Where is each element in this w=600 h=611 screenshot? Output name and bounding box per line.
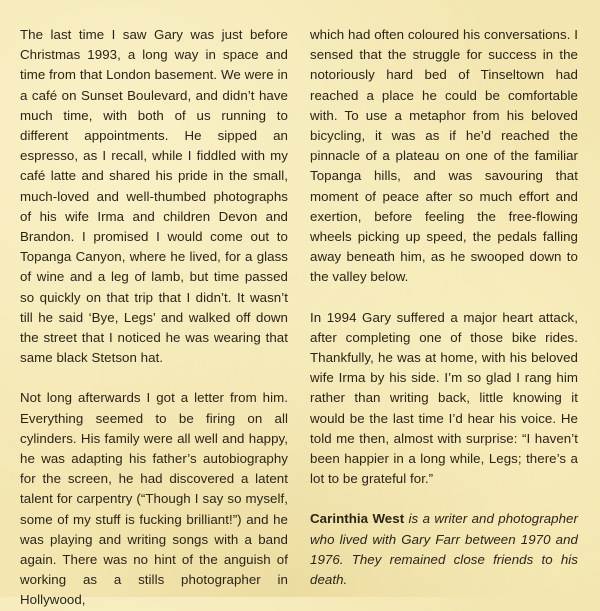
author-name: Carinthia West (310, 511, 405, 527)
paragraph-cafe-meeting: The last time I saw Gary was just before Christmas 1993, a long way in space and time from that London basement. We were in a café on Sunset Boulevard, and didn’t have much time, with both of us running to different appointments. He sipped an espresso, as I recall, while I fiddled with my café latte and shared his pride in the small, much-loved and well-thumbed photographs of his wife Irma and children Devon and Brandon. I promised I would come out to Topanga Canyon, where he lived, for a glass of wine and a leg of lamb, but time passed so quickly on that trip that I didn’t. It wasn’t till he said ‘Bye, Legs’ and walked off down the street that I noticed he was wearing that same black Stetson hat. (20, 27, 288, 366)
paragraph-letter: Not long afterwards I got a letter from him. Everything seemed to be firing on all cylinders. His family were all well and happy, he was adapting his father’s autobiography for the screen, he had discovered a latent talent for carpentry (“Though I say so myself, some of my stuff is fucking brilliant!”) and he was playing and writing songs with a band again. There was no hint of the anguish of working as a stills photographer in Hollywood, (20, 390, 288, 608)
paragraph-tinseltown: which had often coloured his conversations. I sensed that the struggle for success in the notoriously hard bed of Tinseltown had reached a place he could be comfortable with. To use a metaphor from his beloved bicycling, it was as if he’d reached the pinnacle of a plateau on one of the familiar Topanga hills, and was savouring that moment of peace after so much effort and exertion, before feeling the free-flowing wheels picking up speed, the pedals falling away beneath him, as he swooped down to the valley below. (310, 27, 578, 285)
paragraph-heart-attack: In 1994 Gary suffered a major heart attack, after completing one of those bike rides. Thankfully, he was at home, with his beloved wife Irma by his side. I’m so glad I rang him rather than writing back, little knowing it would be the last time I’d hear his voice. He told me then, almost with surprise: “I haven’t been happier in a long while, Legs; there’s a lot to be grateful for.” (310, 309, 578, 487)
right-column (310, 25, 578, 590)
left-column (20, 25, 288, 611)
author-credit (310, 509, 578, 590)
author-bio: is a writer and photographer who lived with Gary Farr between 1970 and 1976. They remained close friends to his death. (310, 511, 578, 588)
